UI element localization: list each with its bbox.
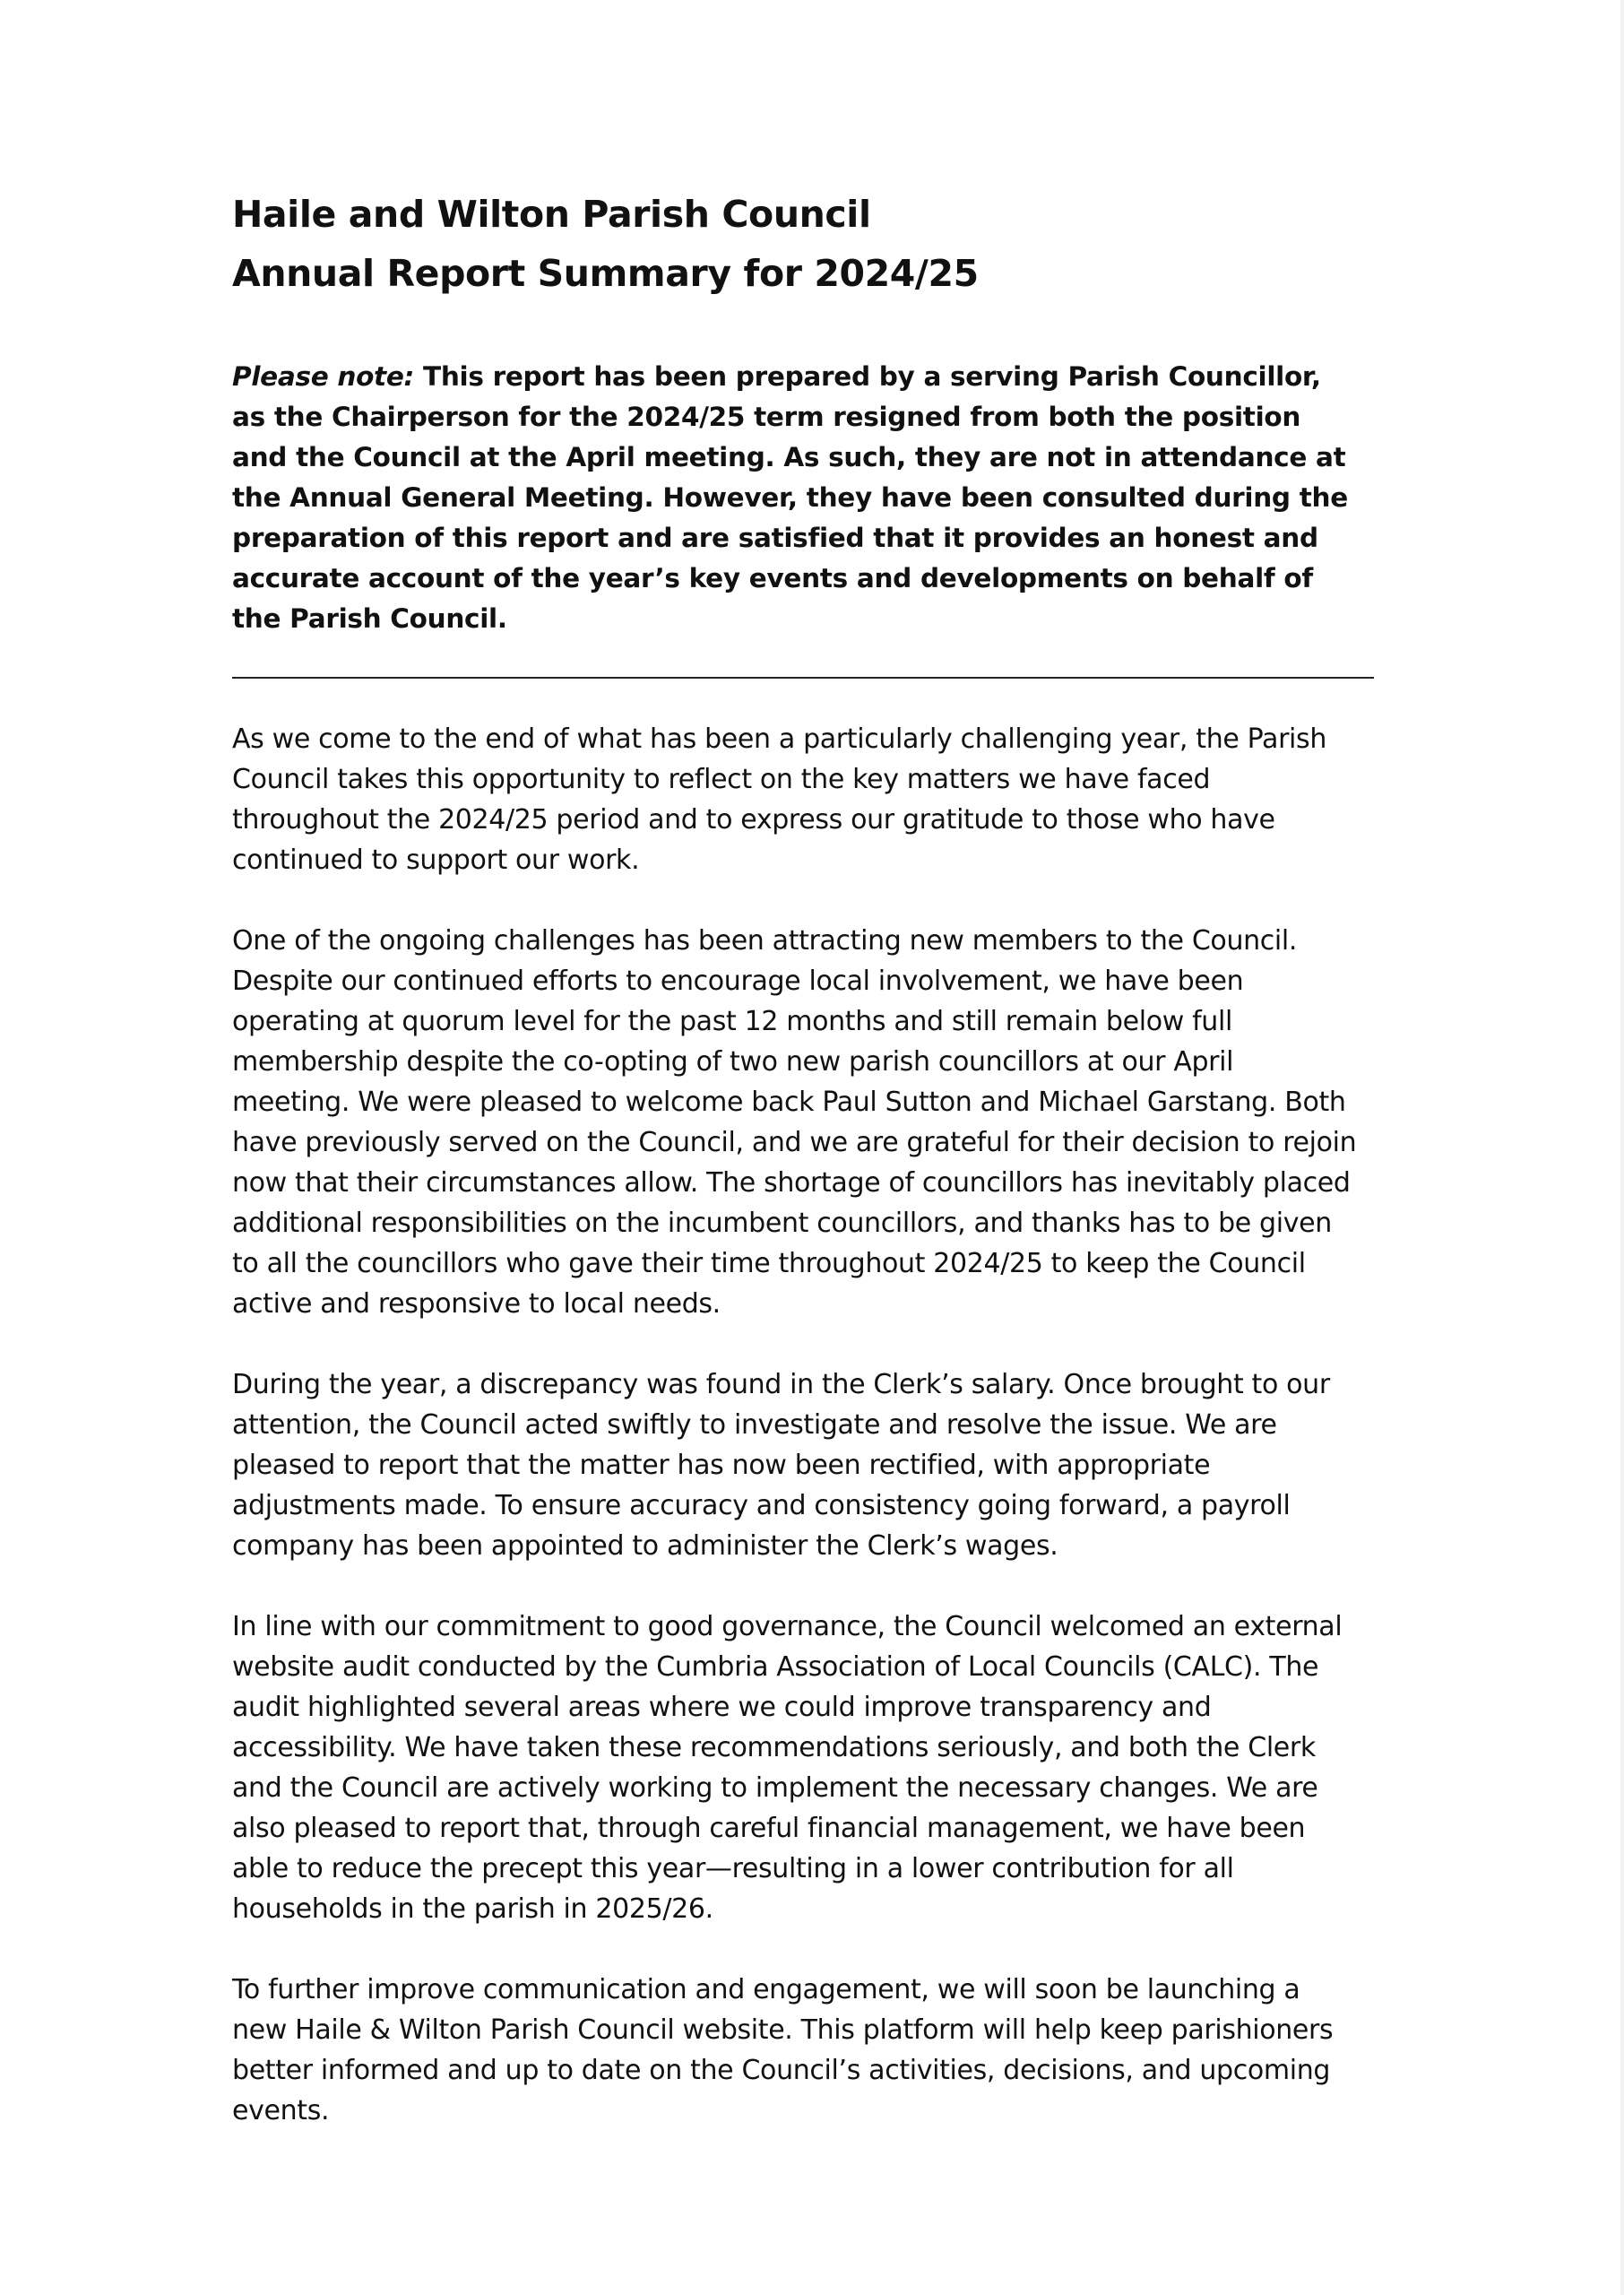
paragraph-website: To further improve communication and engagement, we will soon be launching a new Haile & Wilton Parish Council website. This platform will help keep parishioners better informed and up to date on the Council’s activities, decisions, and upcoming events.: [232, 1974, 1334, 2126]
note-block: [232, 357, 1352, 639]
document-title-line-1: Haile and Wilton Parish Council: [232, 193, 871, 236]
note-text: This report has been prepared by a serving Parish Councillor, as the Chairperson for the 2024/25 term resigned from both the position and the Council at the April meeting. As such, they are not in attendance at the Annual General Meeting. However, they have been consulted during the preparation of this report and are satisfied that it provides an honest and accurate account of the year’s key events and developments on behalf of the Parish Council.: [232, 361, 1348, 634]
paragraph-intro: As we come to the end of what has been a particularly challenging year, the Parish Council takes this opportunity to reflect on the key matters we have faced throughout the 2024/25 period and to express our gratitude to those who have continued to support our work.: [232, 723, 1326, 876]
horizontal-rule: [232, 677, 1374, 679]
document-title-line-2: Annual Report Summary for 2024/25: [232, 252, 979, 295]
note-label: Please note:: [232, 361, 415, 392]
paragraph-membership: One of the ongoing challenges has been attracting new members to the Council. Despite our continued efforts to encourage local involvement, we have been operating at quorum level for the past 12 months and still remain below full membership despite the co-opting of two new parish councillors at our April meeting. We were pleased to welcome back Paul Sutton and Michael Garstang. Both have previously served on the Council, and we are grateful for their decision to rejoin now that their circumstances allow. The shortage of councillors has inevitably placed additional responsibilities on the incumbent councillors, and thanks has to be given to all the councillors who gave their time throughout 2024/25 to keep the Council active and responsive to local needs.: [232, 925, 1357, 1320]
paragraph-clerk-salary: During the year, a discrepancy was found in the Clerk’s salary. Once brought to our attention, the Council acted swiftly to investigate and resolve the issue. We are pleased to report that the matter has now been rectified, with appropriate adjustments made. To ensure accuracy and consistency going forward, a payroll company has been appointed to administer the Clerk’s wages.: [232, 1369, 1330, 1562]
paragraph-governance: In line with our commitment to good governance, the Council welcomed an external website audit conducted by the Cumbria Association of Local Councils (CALC). The audit highlighted several areas where we could improve transparency and accessibility. We have taken these recommendations seriously, and both the Clerk and the Council are actively working to implement the necessary changes. We are also pleased to report that, through careful financial management, we have been able to reduce the precept this year—resulting in a lower contribution for all households in the parish in 2025/26.: [232, 1611, 1343, 1925]
document-content: [232, 185, 1379, 2131]
scan-edge: [1620, 0, 1624, 2295]
